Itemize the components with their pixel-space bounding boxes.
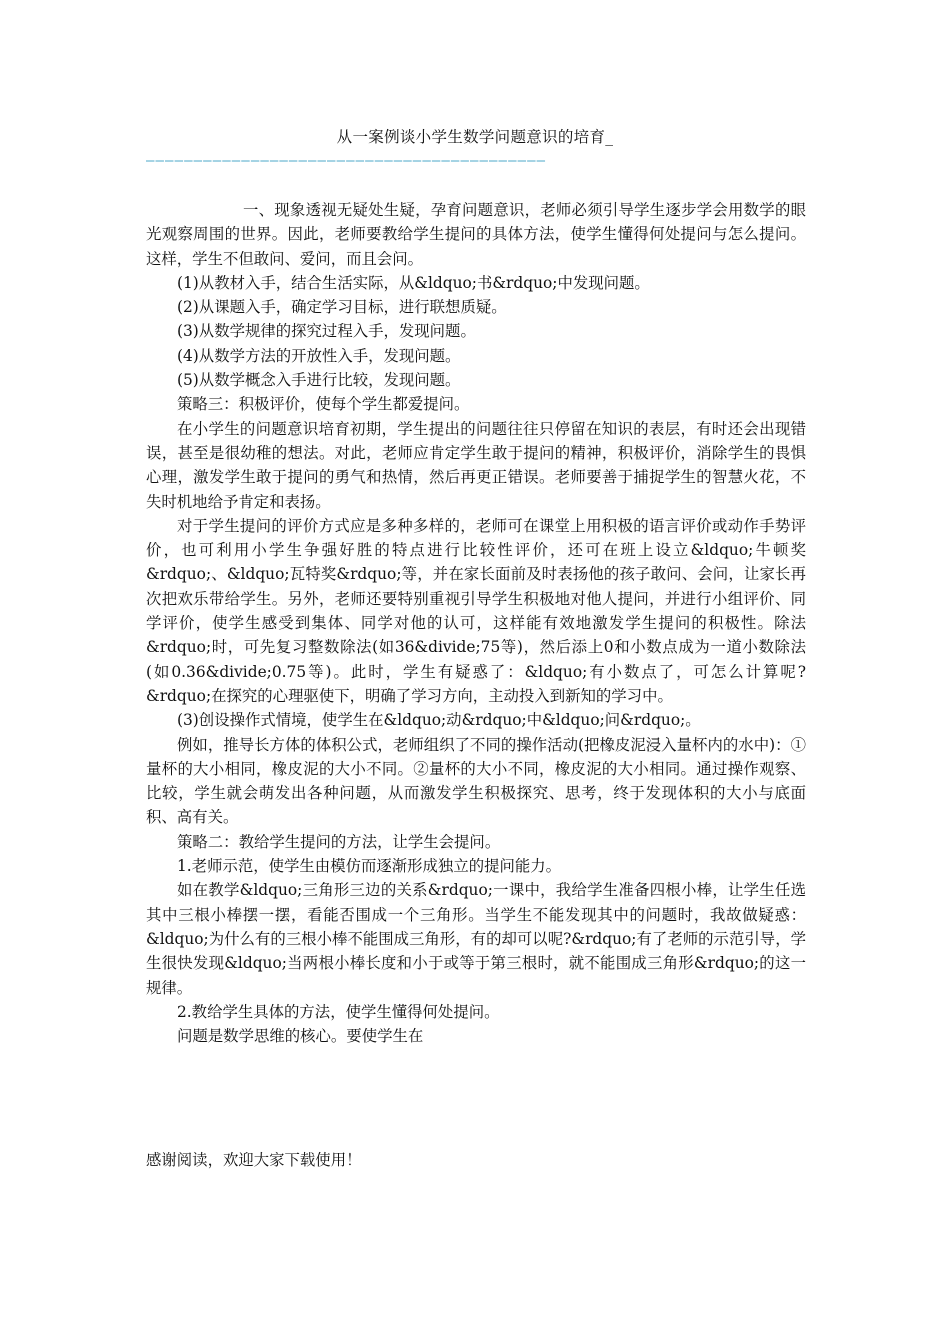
paragraph: 对于学生提问的评价方式应是多种多样的，老师可在课堂上用积极的语言评价或动作手势评价，也可利用小学生争强好胜的特点进行比较性评价，还可在班上设立&ldquo;牛顿奖&rdquo;、&ldquo;瓦特奖&rdquo;等，并在家长面前及时表扬他的孩子敢问、会问，让家长再次把欢乐带给学生。另外，老师还要特别重视引导学生积极地对他人提问，并进行小组评价、同学评价，使学生感受到集体、同学对他的认可，这样能有效地激发学生提问的积极性。除法&rdquo;时，可先复习整数除法(如36&divide;75等)，然后添上0和小数点成为一道小数除法(如0.36&divide;0.75等)。此时，学生有疑惑了：&ldquo;有小数点了，可怎么计算呢?&rdquo;在探究的心理驱使下，明确了学习方向，主动投入到新知的学习中。 bbox=[146, 516, 806, 705]
paragraph: 在小学生的问题意识培育初期，学生提出的问题往往只停留在知识的表层，有时还会出现错误，甚至是很幼稚的想法。对此，老师应肯定学生敢于提问的精神，积极评价，消除学生的畏惧心理，激发学生敢于提问的勇气和热情，然后再更正错误。老师要善于捕捉学生的智慧火花，不失时机地给予肯定和表扬。 bbox=[146, 419, 806, 511]
paragraph: (2)从课题入手，确定学习目标，进行联想质疑。 bbox=[177, 298, 507, 317]
paragraph: 如在教学&ldquo;三角形三边的关系&rdquo;一课中，我给学生准备四根小棒，让学生任选其中三根小棒摆一摆，看能否围成一个三角形。当学生不能发现其中的问题时，我故做疑惑：&ldquo;为什么有的三根小棒不能围成三角形，有的却可以呢?&rdquo;有了老师的示范引导，学生很快发现&ldquo;当两根小棒长度和小于或等于第三根时，就不能围成三角形&rdquo;的这一规律。 bbox=[146, 881, 806, 997]
paragraph: 策略二：教给学生提问的方法，让学生会提问。 bbox=[177, 832, 501, 851]
paragraph: 1.老师示范，使学生由模仿而逐渐形成独立的提问能力。 bbox=[177, 857, 562, 876]
paragraph: 一、现象透视无疑处生疑，孕育问题意识，老师必须引导学生逐步学会用数学的眼光观察周围的世界。因此，老师要教给学生提问的具体方法，使学生懂得何处提问与怎么提问。这样，学生不但敢问、爱问，而且会问。 bbox=[146, 201, 806, 268]
document-title: 从一案例谈小学生数学问题意识的培育_ bbox=[336, 128, 614, 146]
paragraph: 2.教给学生具体的方法，使学生懂得何处提问。 bbox=[177, 1002, 500, 1021]
footer-note: 感谢阅读，欢迎大家下载使用！ bbox=[146, 1151, 362, 1169]
paragraph: (4)从数学方法的开放性入手，发现问题。 bbox=[177, 346, 461, 365]
paragraph: (3)从数学规律的探究过程入手，发现问题。 bbox=[177, 322, 476, 341]
paragraph: 例如，推导长方体的体积公式，老师组织了不同的操作活动(把橡皮泥浸入量杯内的水中)：①量杯的大小相同，橡皮泥的大小不同。②量杯的大小不同，橡皮泥的大小相同。通过操作观察、比较，学生就会萌发出各种问题，从而激发学生积极探究、思考，终于发现体积的大小与底面积、高有关。 bbox=[146, 735, 806, 827]
paragraph: (3)创设操作式情境，使学生在&ldquo;动&rdquo;中&ldquo;问&rdquo;。 bbox=[177, 711, 701, 730]
document-body bbox=[146, 198, 806, 1048]
paragraph: 问题是数学思维的核心。要使学生在 bbox=[177, 1027, 424, 1046]
paragraph: (1)从教材入手，结合生活实际，从&ldquo;书&rdquo;中发现问题。 bbox=[177, 273, 650, 292]
paragraph: (5)从数学概念入手进行比较，发现问题。 bbox=[177, 371, 461, 390]
title-separator: —————————————————————————————————————————— bbox=[146, 153, 547, 169]
paragraph: 策略三：积极评价，使每个学生都爱提问。 bbox=[177, 395, 470, 414]
